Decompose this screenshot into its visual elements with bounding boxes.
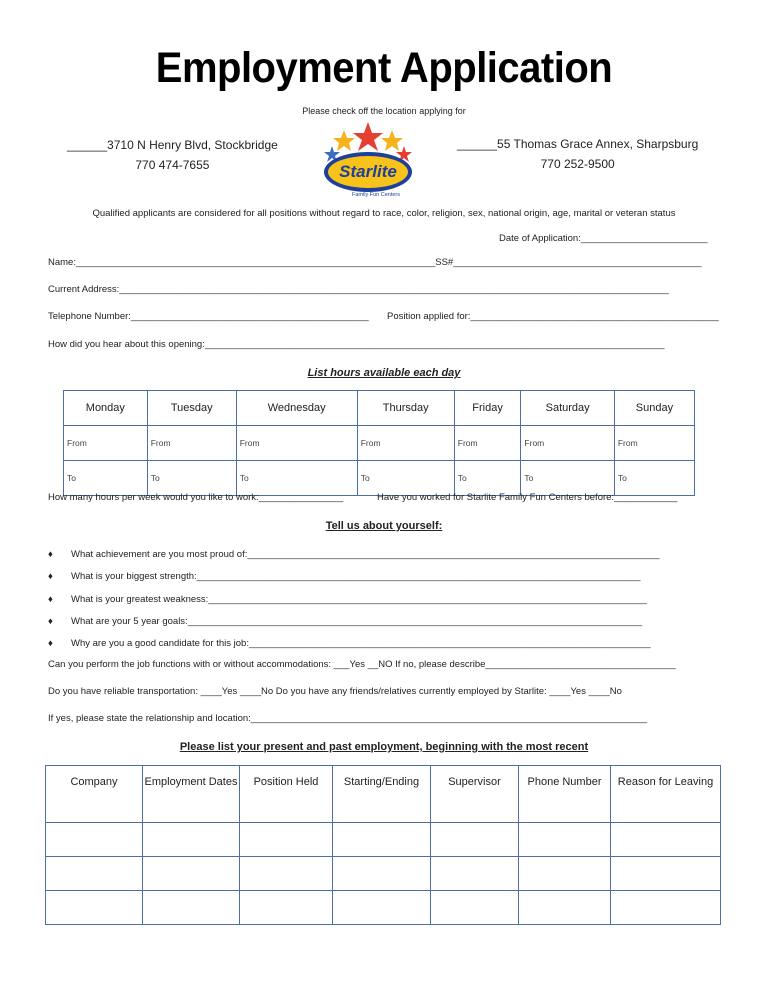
table-cell[interactable]	[333, 891, 431, 925]
day-header: Sunday	[614, 391, 694, 426]
transportation-field[interactable]: Do you have reliable transportation: ____Yes ____No Do you have any friends/relatives currently employed by Starlite: ____Yes ____No	[48, 686, 622, 697]
to-cell[interactable]: To	[64, 461, 148, 496]
day-header: Tuesday	[147, 391, 236, 426]
question-text: What achievement are you most proud of:______________________________________________________________________________	[71, 549, 660, 560]
table-cell[interactable]	[519, 823, 611, 857]
table-cell[interactable]	[240, 857, 333, 891]
about-section-title: Tell us about yourself:	[325, 520, 443, 532]
location-instruction: Please check off the location applying for	[302, 106, 466, 116]
day-header: Thursday	[357, 391, 454, 426]
location-option-sharpsburg[interactable]	[457, 137, 698, 171]
diamond-bullet-icon: ♦	[48, 638, 53, 649]
location-option-stockbridge[interactable]	[67, 138, 278, 172]
from-cell[interactable]: From	[614, 426, 694, 461]
day-header: Wednesday	[236, 391, 357, 426]
current-address-field[interactable]: Current Address:________________________________________________________________________________________________________	[48, 284, 669, 295]
table-cell[interactable]	[143, 857, 240, 891]
achievement-field[interactable]	[48, 549, 659, 560]
column-header: Reason for Leaving	[611, 766, 721, 823]
location-phone: 770 252-9500	[540, 157, 615, 171]
hours-section-title: List hours available each day	[307, 367, 461, 379]
to-cell[interactable]: To	[521, 461, 614, 496]
table-cell[interactable]	[611, 891, 721, 925]
column-header: Position Held	[240, 766, 333, 823]
strength-field[interactable]	[48, 571, 640, 582]
diamond-bullet-icon: ♦	[48, 616, 53, 627]
table-cell[interactable]	[46, 823, 143, 857]
hours-per-week-field[interactable]: How many hours per week would you like to work:________________	[48, 492, 344, 503]
from-cell[interactable]: From	[521, 426, 614, 461]
table-cell[interactable]	[611, 823, 721, 857]
table-cell[interactable]	[431, 857, 519, 891]
day-header: Saturday	[521, 391, 614, 426]
diamond-bullet-icon: ♦	[48, 571, 53, 582]
location-phone: 770 474-7655	[135, 158, 210, 172]
page-title: Employment Application	[155, 44, 613, 92]
column-header: Employment Dates	[143, 766, 240, 823]
table-cell[interactable]	[431, 891, 519, 925]
table-cell[interactable]	[519, 857, 611, 891]
location-address: ______3710 N Henry Blvd, Stockbridge	[67, 138, 278, 152]
from-cell[interactable]: From	[64, 426, 148, 461]
telephone-field[interactable]: Telephone Number:_____________________________________________	[48, 311, 369, 322]
accommodations-field[interactable]: Can you perform the job functions with or without accommodations: ___Yes __NO If no, please describe____________________________________	[48, 659, 676, 670]
starlite-logo	[320, 120, 416, 200]
table-row	[46, 857, 721, 891]
question-text: Why are you a good candidate for this job:____________________________________________________________________________	[71, 638, 651, 649]
logo-wordmark: Starlite	[339, 162, 397, 181]
column-header: Supervisor	[431, 766, 519, 823]
diamond-bullet-icon: ♦	[48, 594, 53, 605]
location-address: ______55 Thomas Grace Annex, Sharpsburg	[457, 137, 699, 151]
table-cell[interactable]	[240, 891, 333, 925]
logo-tagline: Family Fun Centers	[352, 192, 400, 198]
date-of-application-field[interactable]: Date of Application:________________________	[499, 233, 708, 244]
position-applied-field[interactable]: Position applied for:_______________________________________________	[387, 311, 719, 322]
column-header: Starting/Ending	[333, 766, 431, 823]
to-cell[interactable]: To	[236, 461, 357, 496]
table-cell[interactable]	[519, 891, 611, 925]
column-header: Company	[46, 766, 143, 823]
table-cell[interactable]	[143, 891, 240, 925]
column-header: Phone Number	[519, 766, 611, 823]
table-row	[46, 823, 721, 857]
from-cell[interactable]: From	[236, 426, 357, 461]
table-cell[interactable]	[46, 857, 143, 891]
hours-availability-table	[63, 390, 695, 496]
referral-source-field[interactable]: How did you hear about this opening:_______________________________________________________________________________________	[48, 339, 665, 350]
goals-field[interactable]	[48, 616, 642, 627]
employment-section-title: Please list your present and past employment, beginning with the most recent	[179, 741, 589, 753]
to-cell[interactable]: To	[454, 461, 521, 496]
worked-before-field[interactable]: Have you worked for Starlite Family Fun Centers before:____________	[377, 492, 678, 503]
table-cell[interactable]	[46, 891, 143, 925]
eeo-disclaimer: Qualified applicants are considered for all positions without regard to race, color, religion, sex, national origin, age, marital or veteran status	[92, 208, 676, 219]
question-text: What are your 5 year goals:______________________________________________________________________________________	[71, 616, 643, 627]
table-cell[interactable]	[333, 823, 431, 857]
question-text: What is your greatest weakness:___________________________________________________________________________________	[71, 594, 647, 605]
relationship-field[interactable]: If yes, please state the relationship and location:___________________________________________________________________________	[48, 713, 648, 724]
table-cell[interactable]	[240, 823, 333, 857]
question-text: What is your biggest strength:____________________________________________________________________________________	[71, 571, 641, 582]
name-ssn-field[interactable]: Name:____________________________________________________________________SS#_______________________________________________	[48, 257, 702, 268]
from-cell[interactable]: From	[454, 426, 521, 461]
from-cell[interactable]: From	[357, 426, 454, 461]
diamond-bullet-icon: ♦	[48, 549, 53, 560]
day-header: Friday	[454, 391, 521, 426]
weakness-field[interactable]	[48, 594, 647, 605]
to-cell[interactable]: To	[614, 461, 694, 496]
employment-history-table	[45, 765, 721, 925]
day-header: Monday	[64, 391, 148, 426]
from-cell[interactable]: From	[147, 426, 236, 461]
table-cell[interactable]	[333, 857, 431, 891]
candidate-field[interactable]	[48, 638, 651, 649]
to-cell[interactable]: To	[147, 461, 236, 496]
table-cell[interactable]	[143, 823, 240, 857]
table-cell[interactable]	[611, 857, 721, 891]
to-cell[interactable]: To	[357, 461, 454, 496]
table-row	[46, 891, 721, 925]
table-cell[interactable]	[431, 823, 519, 857]
